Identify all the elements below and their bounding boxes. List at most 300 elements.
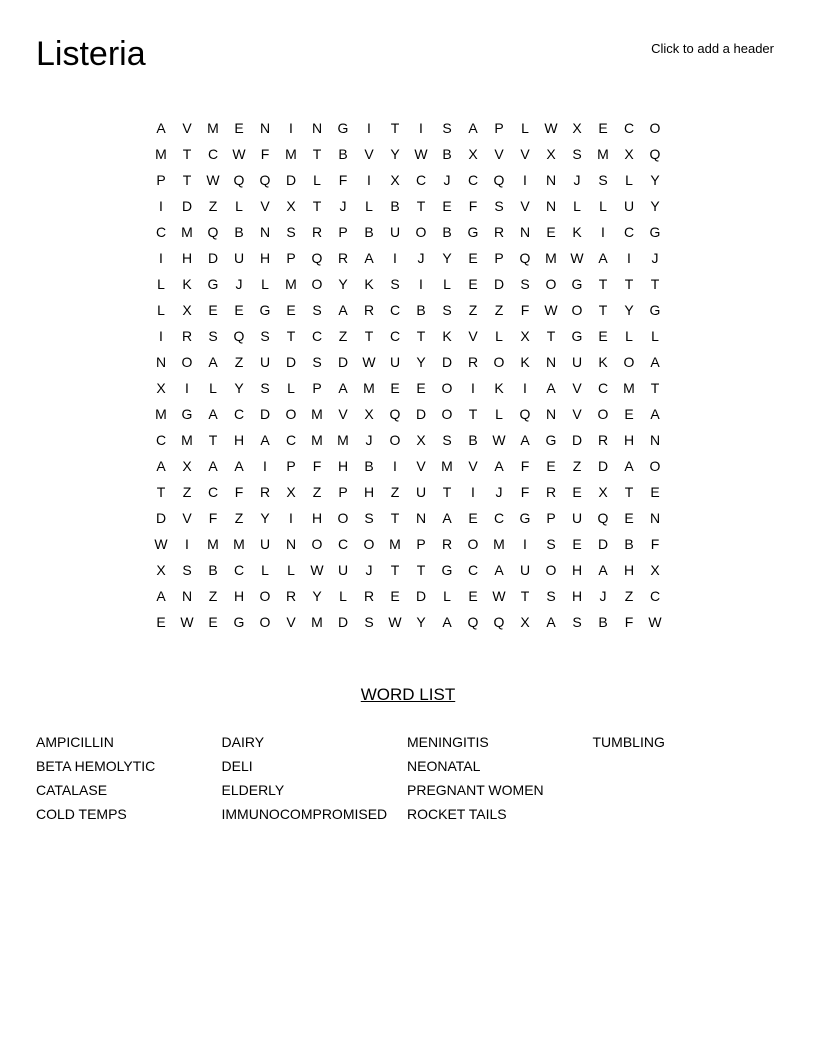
grid-row [148, 401, 668, 427]
grid-letter: L [287, 380, 295, 396]
grid-row [148, 349, 668, 375]
grid-letter: N [155, 354, 167, 370]
word-search-grid [148, 115, 668, 635]
grid-row [148, 245, 668, 271]
grid-letter: A [208, 406, 218, 422]
grid-letter: S [546, 536, 556, 552]
grid-letter: F [520, 484, 530, 500]
grid-letter: E [390, 380, 400, 396]
grid-letter: A [598, 250, 608, 266]
grid-letter: G [337, 120, 349, 136]
grid-letter: F [338, 172, 348, 188]
grid-letter: B [416, 302, 426, 318]
grid-letter: N [545, 354, 557, 370]
grid-letter: Q [493, 172, 505, 188]
grid-letter: I [523, 536, 527, 552]
grid-letter: V [260, 198, 270, 214]
grid-letter: Q [207, 224, 219, 240]
grid-row [148, 375, 668, 401]
grid-row [148, 141, 668, 167]
grid-letter: X [364, 406, 374, 422]
grid-letter: B [442, 146, 452, 162]
grid-letter: J [651, 250, 659, 266]
grid-letter: L [443, 588, 451, 604]
grid-letter: W [206, 172, 220, 188]
grid-letter: B [468, 432, 478, 448]
grid-letter: N [311, 120, 323, 136]
grid-letter: V [520, 146, 530, 162]
grid-letter: B [624, 536, 634, 552]
grid-letter: G [259, 302, 271, 318]
grid-letter: C [415, 172, 427, 188]
grid-letter: U [623, 198, 635, 214]
grid-letter: A [624, 458, 634, 474]
grid-letter: D [597, 536, 609, 552]
grid-letter: Q [519, 406, 531, 422]
grid-letter: L [157, 302, 165, 318]
grid-letter: B [234, 224, 244, 240]
grid-letter: O [389, 432, 401, 448]
grid-letter: J [573, 172, 581, 188]
grid-letter: Z [182, 484, 192, 500]
grid-letter: W [154, 536, 168, 552]
grid-letter: O [649, 458, 661, 474]
grid-letter: N [649, 510, 661, 526]
grid-letter: O [649, 120, 661, 136]
grid-letter: R [363, 588, 375, 604]
grid-letter: G [649, 224, 661, 240]
grid-letter: T [182, 146, 192, 162]
grid-letter: V [286, 614, 296, 630]
grid-letter: S [312, 354, 322, 370]
grid-letter: O [597, 406, 609, 422]
grid-letter: H [311, 510, 323, 526]
grid-letter: U [571, 510, 583, 526]
grid-letter: C [155, 432, 167, 448]
grid-letter: L [365, 198, 373, 214]
grid-letter: A [650, 406, 660, 422]
grid-letter: T [312, 146, 322, 162]
grid-letter: I [393, 458, 397, 474]
grid-letter: E [468, 250, 478, 266]
grid-letter: M [623, 380, 635, 396]
grid-letter: J [443, 172, 451, 188]
grid-letter: T [208, 432, 218, 448]
grid-letter: M [389, 536, 401, 552]
grid-letter: T [520, 588, 530, 604]
word-list-column [593, 730, 779, 826]
grid-letter: I [263, 458, 267, 474]
grid-letter: X [572, 120, 582, 136]
grid-letter: D [337, 614, 349, 630]
grid-letter: C [623, 224, 635, 240]
grid-letter: T [650, 276, 660, 292]
grid-letter: R [597, 432, 609, 448]
grid-letter: A [208, 458, 218, 474]
grid-letter: E [208, 302, 218, 318]
grid-letter: I [471, 484, 475, 500]
grid-letter: C [233, 562, 245, 578]
grid-letter: M [207, 536, 219, 552]
grid-letter: E [286, 302, 296, 318]
grid-letter: S [364, 510, 374, 526]
grid-letter: R [311, 224, 323, 240]
grid-letter: S [312, 302, 322, 318]
grid-letter: K [520, 354, 530, 370]
grid-letter: M [285, 276, 297, 292]
word-list-item: CATALASE [36, 782, 108, 798]
grid-letter: T [546, 328, 556, 344]
grid-letter: X [598, 484, 608, 500]
grid-letter: O [337, 510, 349, 526]
grid-letter: M [181, 224, 193, 240]
grid-letter: J [235, 276, 243, 292]
grid-letter: T [416, 328, 426, 344]
grid-letter: M [285, 146, 297, 162]
grid-letter: I [159, 328, 163, 344]
grid-letter: P [416, 536, 426, 552]
grid-letter: H [337, 458, 349, 474]
grid-letter: Z [494, 302, 504, 318]
grid-letter: X [416, 432, 426, 448]
grid-letter: T [286, 328, 296, 344]
grid-letter: W [310, 562, 324, 578]
grid-letter: N [545, 406, 557, 422]
grid-letter: Z [572, 458, 582, 474]
grid-letter: C [233, 406, 245, 422]
grid-letter: Q [311, 250, 323, 266]
grid-letter: O [493, 354, 505, 370]
grid-letter: V [520, 198, 530, 214]
word-list-item: NEONATAL [407, 758, 481, 774]
grid-letter: W [570, 250, 584, 266]
grid-letter: F [520, 458, 530, 474]
grid-letter: H [233, 588, 245, 604]
grid-letter: C [623, 120, 635, 136]
grid-letter: M [311, 406, 323, 422]
grid-letter: F [650, 536, 660, 552]
grid-letter: W [362, 354, 376, 370]
grid-letter: B [390, 198, 400, 214]
grid-letter: M [493, 536, 505, 552]
grid-letter: T [390, 120, 400, 136]
grid-letter: I [185, 536, 189, 552]
grid-letter: Z [390, 484, 400, 500]
grid-letter: Z [208, 588, 218, 604]
grid-letter: D [415, 406, 427, 422]
page-title: Listeria [36, 35, 146, 73]
grid-letter: G [571, 328, 583, 344]
grid-letter: S [286, 224, 296, 240]
grid-letter: A [156, 120, 166, 136]
grid-letter: X [390, 172, 400, 188]
grid-letter: M [181, 432, 193, 448]
grid-letter: N [259, 120, 271, 136]
grid-letter: E [390, 588, 400, 604]
grid-letter: I [627, 250, 631, 266]
grid-letter: X [156, 380, 166, 396]
grid-letter: S [494, 198, 504, 214]
grid-letter: O [363, 536, 375, 552]
grid-letter: P [494, 250, 504, 266]
grid-letter: T [624, 276, 634, 292]
grid-letter: X [468, 146, 478, 162]
grid-letter: W [414, 146, 428, 162]
grid-letter: S [442, 302, 452, 318]
grid-letter: M [207, 120, 219, 136]
grid-letter: E [234, 302, 244, 318]
grid-letter: T [312, 198, 322, 214]
word-list-title: WORD LIST [360, 685, 456, 704]
grid-row [148, 505, 668, 531]
grid-letter: E [546, 224, 556, 240]
grid-letter: T [390, 510, 400, 526]
grid-letter: I [367, 120, 371, 136]
grid-letter: N [415, 510, 427, 526]
grid-letter: O [545, 562, 557, 578]
grid-letter: F [312, 458, 322, 474]
grid-letter: G [519, 510, 531, 526]
grid-letter: Y [338, 276, 348, 292]
grid-letter: R [285, 588, 297, 604]
grid-letter: L [625, 328, 633, 344]
grid-letter: T [598, 302, 608, 318]
grid-letter: A [364, 250, 374, 266]
grid-letter: O [285, 406, 297, 422]
grid-letter: Y [416, 614, 426, 630]
grid-letter: V [416, 458, 426, 474]
grid-letter: T [364, 328, 374, 344]
grid-letter: L [313, 172, 321, 188]
grid-row [148, 219, 668, 245]
grid-letter: N [519, 224, 531, 240]
grid-row [148, 609, 668, 635]
grid-letter: U [337, 562, 349, 578]
grid-letter: D [337, 354, 349, 370]
grid-letter: I [159, 198, 163, 214]
grid-letter: T [624, 484, 634, 500]
grid-letter: O [311, 536, 323, 552]
grid-letter: V [468, 328, 478, 344]
grid-letter: I [367, 172, 371, 188]
grid-letter: P [312, 380, 322, 396]
grid-letter: R [467, 354, 479, 370]
grid-letter: Q [649, 146, 661, 162]
grid-letter: J [599, 588, 607, 604]
grid-letter: E [156, 614, 166, 630]
grid-letter: Z [624, 588, 634, 604]
grid-letter: U [389, 224, 401, 240]
grid-letter: E [468, 588, 478, 604]
grid-letter: M [545, 250, 557, 266]
grid-letter: Z [312, 484, 322, 500]
grid-letter: B [364, 458, 374, 474]
grid-letter: A [156, 588, 166, 604]
grid-letter: U [389, 354, 401, 370]
grid-letter: O [259, 614, 271, 630]
grid-letter: V [572, 380, 582, 396]
grid-letter: C [467, 172, 479, 188]
grid-letter: S [572, 146, 582, 162]
grid-letter: X [520, 328, 530, 344]
grid-letter: A [520, 432, 530, 448]
grid-letter: Z [208, 198, 218, 214]
grid-letter: P [494, 120, 504, 136]
grid-letter: V [182, 120, 192, 136]
grid-letter: X [156, 562, 166, 578]
grid-letter: P [338, 484, 348, 500]
grid-letter: R [545, 484, 557, 500]
grid-letter: E [468, 510, 478, 526]
grid-letter: L [573, 198, 581, 214]
grid-letter: L [339, 588, 347, 604]
word-list-item: ROCKET TAILS [407, 806, 507, 822]
grid-letter: I [601, 224, 605, 240]
grid-letter: A [442, 510, 452, 526]
grid-letter: H [623, 432, 635, 448]
grid-letter: P [286, 250, 296, 266]
grid-letter: G [545, 432, 557, 448]
grid-row [148, 557, 668, 583]
grid-letter: L [495, 406, 503, 422]
grid-letter: O [181, 354, 193, 370]
grid-letter: J [417, 250, 425, 266]
grid-letter: Y [650, 172, 660, 188]
grid-letter: A [650, 354, 660, 370]
grid-row [148, 271, 668, 297]
grid-row [148, 323, 668, 349]
grid-letter: L [625, 172, 633, 188]
grid-letter: W [544, 302, 558, 318]
add-header-placeholder[interactable]: Click to add a header [651, 41, 774, 56]
grid-letter: A [442, 614, 452, 630]
grid-letter: O [571, 302, 583, 318]
grid-letter: K [572, 224, 582, 240]
grid-letter: D [597, 458, 609, 474]
grid-letter: O [441, 406, 453, 422]
grid-letter: I [419, 276, 423, 292]
grid-letter: F [234, 484, 244, 500]
grid-letter: A [546, 380, 556, 396]
grid-letter: T [416, 198, 426, 214]
grid-letter: L [157, 276, 165, 292]
grid-letter: G [571, 276, 583, 292]
grid-letter: C [311, 328, 323, 344]
grid-letter: H [571, 562, 583, 578]
grid-letter: D [155, 510, 167, 526]
word-list-column [222, 730, 408, 826]
grid-letter: Q [233, 172, 245, 188]
grid-letter: C [467, 562, 479, 578]
grid-letter: N [285, 536, 297, 552]
word-list-item: BETA HEMOLYTIC [36, 758, 156, 774]
grid-row [148, 453, 668, 479]
word-list-item: TUMBLING [592, 734, 665, 750]
grid-letter: Z [234, 354, 244, 370]
grid-letter: S [520, 276, 530, 292]
grid-letter: E [416, 380, 426, 396]
grid-letter: I [523, 380, 527, 396]
grid-letter: L [651, 328, 659, 344]
grid-letter: D [181, 198, 193, 214]
word-list-column [36, 730, 222, 826]
grid-letter: B [442, 224, 452, 240]
grid-letter: K [494, 380, 504, 396]
grid-letter: A [156, 458, 166, 474]
grid-letter: Q [467, 614, 479, 630]
grid-letter: Q [259, 172, 271, 188]
grid-letter: I [185, 380, 189, 396]
grid-letter: T [182, 172, 192, 188]
grid-letter: I [159, 250, 163, 266]
grid-letter: S [598, 172, 608, 188]
grid-letter: O [441, 380, 453, 396]
grid-letter: X [182, 458, 192, 474]
grid-letter: O [623, 354, 635, 370]
grid-letter: I [471, 380, 475, 396]
grid-letter: F [468, 198, 478, 214]
grid-letter: N [545, 198, 557, 214]
grid-letter: E [624, 406, 634, 422]
grid-letter: G [181, 406, 193, 422]
grid-letter: D [493, 276, 505, 292]
grid-letter: M [363, 380, 375, 396]
grid-letter: L [235, 198, 243, 214]
grid-letter: I [393, 250, 397, 266]
grid-letter: E [598, 328, 608, 344]
grid-letter: Y [312, 588, 322, 604]
grid-letter: V [338, 406, 348, 422]
grid-letter: Q [233, 328, 245, 344]
grid-letter: V [494, 146, 504, 162]
grid-letter: S [442, 120, 452, 136]
grid-letter: E [468, 276, 478, 292]
grid-letter: C [493, 510, 505, 526]
grid-letter: Y [442, 250, 452, 266]
grid-letter: W [544, 120, 558, 136]
grid-letter: H [233, 432, 245, 448]
grid-letter: E [572, 536, 582, 552]
grid-letter: R [363, 302, 375, 318]
grid-letter: D [571, 432, 583, 448]
grid-row [148, 479, 668, 505]
grid-letter: W [492, 588, 506, 604]
grid-letter: F [208, 510, 218, 526]
grid-letter: T [468, 406, 478, 422]
grid-letter: S [182, 562, 192, 578]
grid-letter: E [546, 458, 556, 474]
grid-letter: A [338, 302, 348, 318]
grid-letter: G [467, 224, 479, 240]
grid-letter: H [623, 562, 635, 578]
grid-letter: U [233, 250, 245, 266]
grid-letter: J [495, 484, 503, 500]
grid-letter: K [598, 354, 608, 370]
grid-letter: D [285, 172, 297, 188]
word-list-item: AMPICILLIN [36, 734, 114, 750]
grid-letter: J [339, 198, 347, 214]
grid-letter: C [389, 302, 401, 318]
grid-letter: S [364, 614, 374, 630]
grid-letter: D [285, 354, 297, 370]
grid-letter: A [338, 380, 348, 396]
grid-letter: F [260, 146, 270, 162]
grid-letter: K [182, 276, 192, 292]
grid-letter: C [207, 484, 219, 500]
grid-letter: Z [468, 302, 478, 318]
grid-letter: X [286, 484, 296, 500]
grid-letter: M [311, 432, 323, 448]
